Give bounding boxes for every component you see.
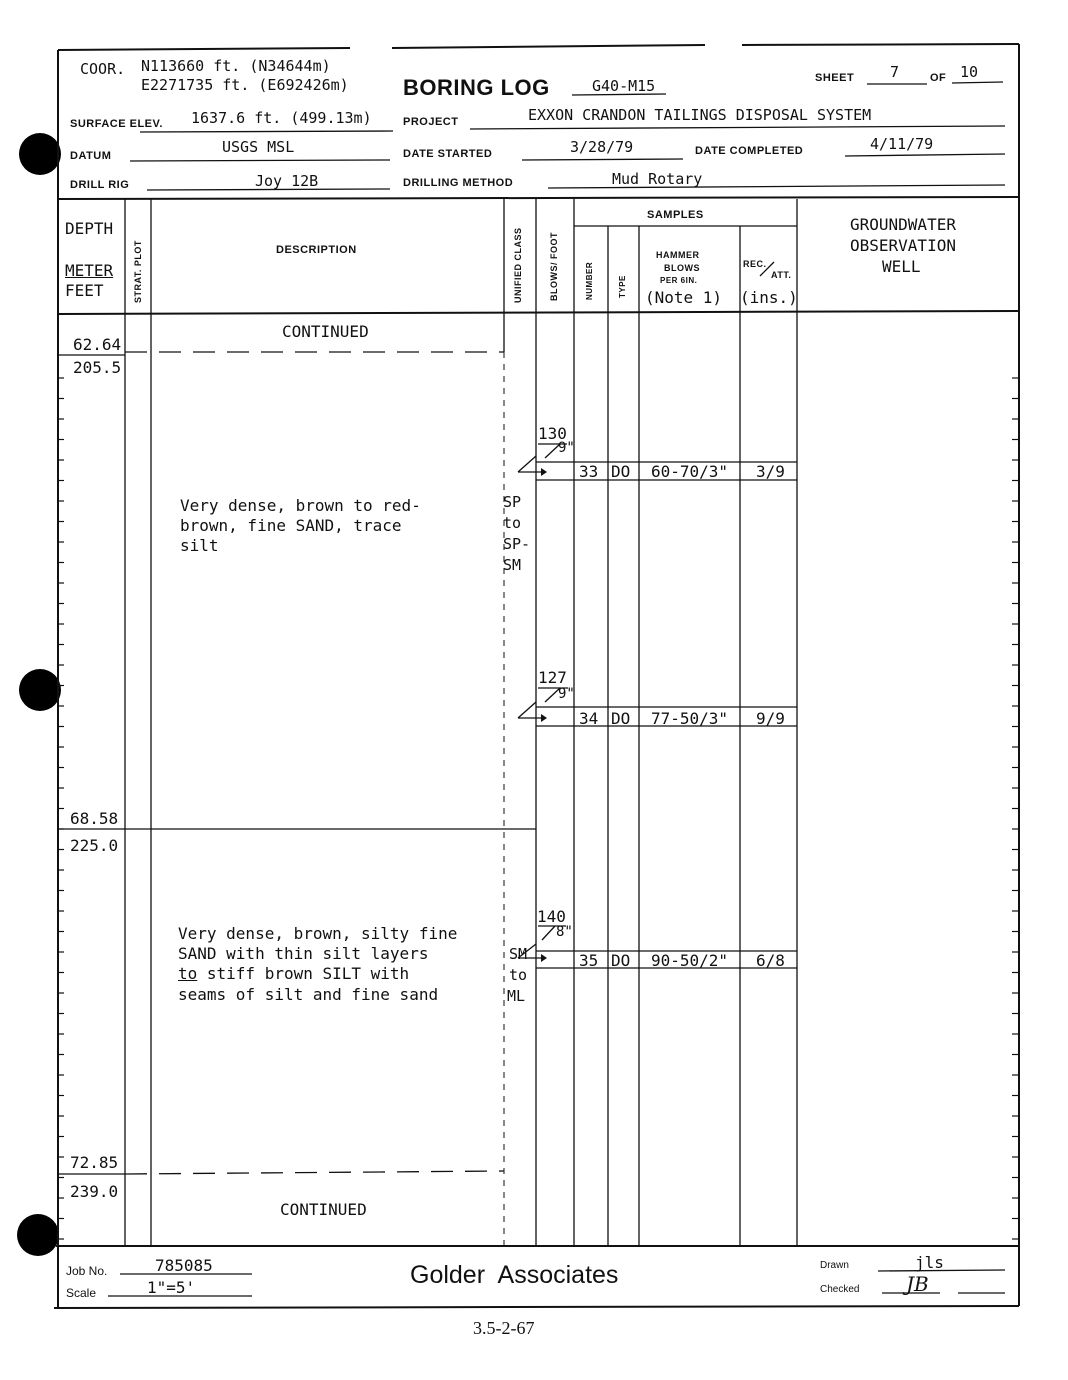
drill-rig-value: Joy 12B [255, 172, 319, 190]
layer1-class-1: SP [503, 493, 522, 511]
depth-meter-3: 72.85 [70, 1153, 119, 1172]
att-header: ATT. [771, 270, 792, 280]
layer1-class-2: to [503, 514, 522, 532]
sample-2-pen: 9" [558, 686, 575, 702]
sample-1-number: 33 [579, 462, 599, 481]
sample-3-type: DO [611, 951, 631, 970]
job-no-label: Job No. [66, 1264, 108, 1278]
layer1-class-4: SM [503, 556, 522, 574]
date-completed-value: 4/11/79 [870, 135, 934, 153]
type-header: TYPE [618, 275, 627, 298]
groundwater-header-1: GROUNDWATER [850, 215, 956, 234]
sheet-number: 7 [890, 63, 900, 81]
coor-east: E2271735 ft. (E692426m) [141, 76, 349, 94]
surface-elev-value: 1637.6 ft. (499.13m) [191, 109, 372, 127]
sheet-total: 10 [960, 63, 979, 81]
samples-header: SAMPLES [647, 209, 704, 221]
layer2-class-3: ML [507, 987, 526, 1005]
sample-2-type: DO [611, 709, 631, 728]
layer2-description-line4: seams of silt and fine sand [178, 985, 439, 1004]
datum-value: USGS MSL [222, 138, 295, 156]
datum-label: DATUM [70, 150, 112, 162]
description-header: DESCRIPTION [276, 244, 357, 256]
drill-rig-label: DRILL RIG [70, 179, 130, 191]
layer1-description-line2: brown, fine SAND, trace [180, 516, 402, 535]
drawn-label: Drawn [820, 1260, 849, 1271]
unified-class-header: UNIFIED CLASS [513, 227, 523, 303]
depth-header: DEPTH [65, 219, 114, 238]
feet-header: FEET [65, 281, 104, 300]
project-label: PROJECT [403, 116, 459, 128]
continued-top: CONTINUED [282, 322, 369, 341]
depth-meter-1: 62.64 [73, 335, 122, 354]
sample-2-rec: 9/9 [756, 709, 785, 728]
strat-plot-header: STRAT. PLOT [133, 240, 143, 303]
surface-elev-label: SURFACE ELEV. [70, 118, 163, 130]
checked-label: Checked [820, 1284, 860, 1295]
hammer-header-3: PER 6IN. [660, 276, 698, 285]
drilling-method-value: Mud Rotary [612, 170, 703, 188]
boring-id: G40-M15 [592, 77, 656, 95]
number-header: NUMBER [585, 261, 594, 300]
scale-label: Scale [66, 1286, 97, 1300]
sample-3-number: 35 [579, 951, 599, 970]
of-label: OF [930, 72, 947, 84]
groundwater-header-2: OBSERVATION [850, 236, 956, 255]
page-number: 3.5-2-67 [473, 1318, 535, 1338]
depth-ticks-right [1012, 378, 1019, 1239]
sample-1-hammer: 60-70/3" [651, 462, 729, 481]
depth-feet-2: 225.0 [70, 836, 119, 855]
layer2-description-line3-to: to [178, 964, 198, 983]
groundwater-header-3: WELL [882, 257, 921, 276]
date-started-label: DATE STARTED [403, 148, 493, 160]
sheet-label: SHEET [815, 72, 855, 84]
sample-1-rec: 3/9 [756, 462, 785, 481]
layer2-description-line3 [178, 964, 409, 985]
layer1-description-line3: silt [180, 536, 219, 555]
sample-2-blows: 127 [538, 668, 567, 687]
layer1-class-3: SP- [503, 535, 531, 553]
company-name: Golder Associates [410, 1261, 619, 1289]
layer2-description-line3-rest: stiff brown SILT with [197, 964, 410, 983]
date-started-value: 3/28/79 [570, 138, 634, 156]
scale-value: 1"=5' [147, 1278, 196, 1297]
rec-header: REC. [743, 259, 767, 269]
drilling-method-label: DRILLING METHOD [403, 177, 514, 189]
sample-1-blows: 130 [538, 424, 567, 443]
drawn-value: jls [915, 1253, 944, 1272]
meter-header: METER [65, 261, 114, 280]
layer2-class-2: to [509, 966, 528, 984]
hammer-note: (Note 1) [645, 288, 723, 307]
sample-3-hammer: 90-50/2" [651, 951, 729, 970]
depth-feet-1: 205.5 [73, 358, 122, 377]
coor-north: N113660 ft. (N34644m) [141, 57, 331, 75]
sample-3-rec: 6/8 [756, 951, 785, 970]
rec-units: (ins.) [740, 288, 798, 307]
layer1-description-line1: Very dense, brown to red- [180, 496, 421, 515]
hammer-header-2: BLOWS [664, 263, 700, 273]
blows-foot-header: BLOWS/ FOOT [549, 232, 559, 301]
sample-2-hammer: 77-50/3" [651, 709, 729, 728]
project-value: EXXON CRANDON TAILINGS DISPOSAL SYSTEM [528, 106, 872, 124]
depth-meter-2: 68.58 [70, 809, 119, 828]
hammer-header-1: HAMMER [656, 250, 700, 260]
sample-2-number: 34 [579, 709, 599, 728]
continued-bottom: CONTINUED [280, 1200, 367, 1219]
depth-feet-3: 239.0 [70, 1182, 119, 1201]
sample-1-type: DO [611, 462, 631, 481]
sample-3-pen: 8" [556, 924, 573, 940]
sample-1-pen: 9" [558, 440, 575, 456]
layer2-class-1: SM [509, 945, 528, 963]
date-completed-label: DATE COMPLETED [695, 145, 804, 157]
layer2-description-line2: SAND with thin silt layers [178, 944, 429, 963]
coor-label: COOR. [80, 60, 126, 78]
sample-3-blows: 140 [537, 907, 566, 926]
boring-log-title: BORING LOG [403, 75, 550, 100]
checked-initials: JB [906, 1272, 929, 1296]
layer2-description-line1: Very dense, brown, silty fine [178, 924, 458, 943]
job-no-value: 785085 [155, 1256, 213, 1275]
